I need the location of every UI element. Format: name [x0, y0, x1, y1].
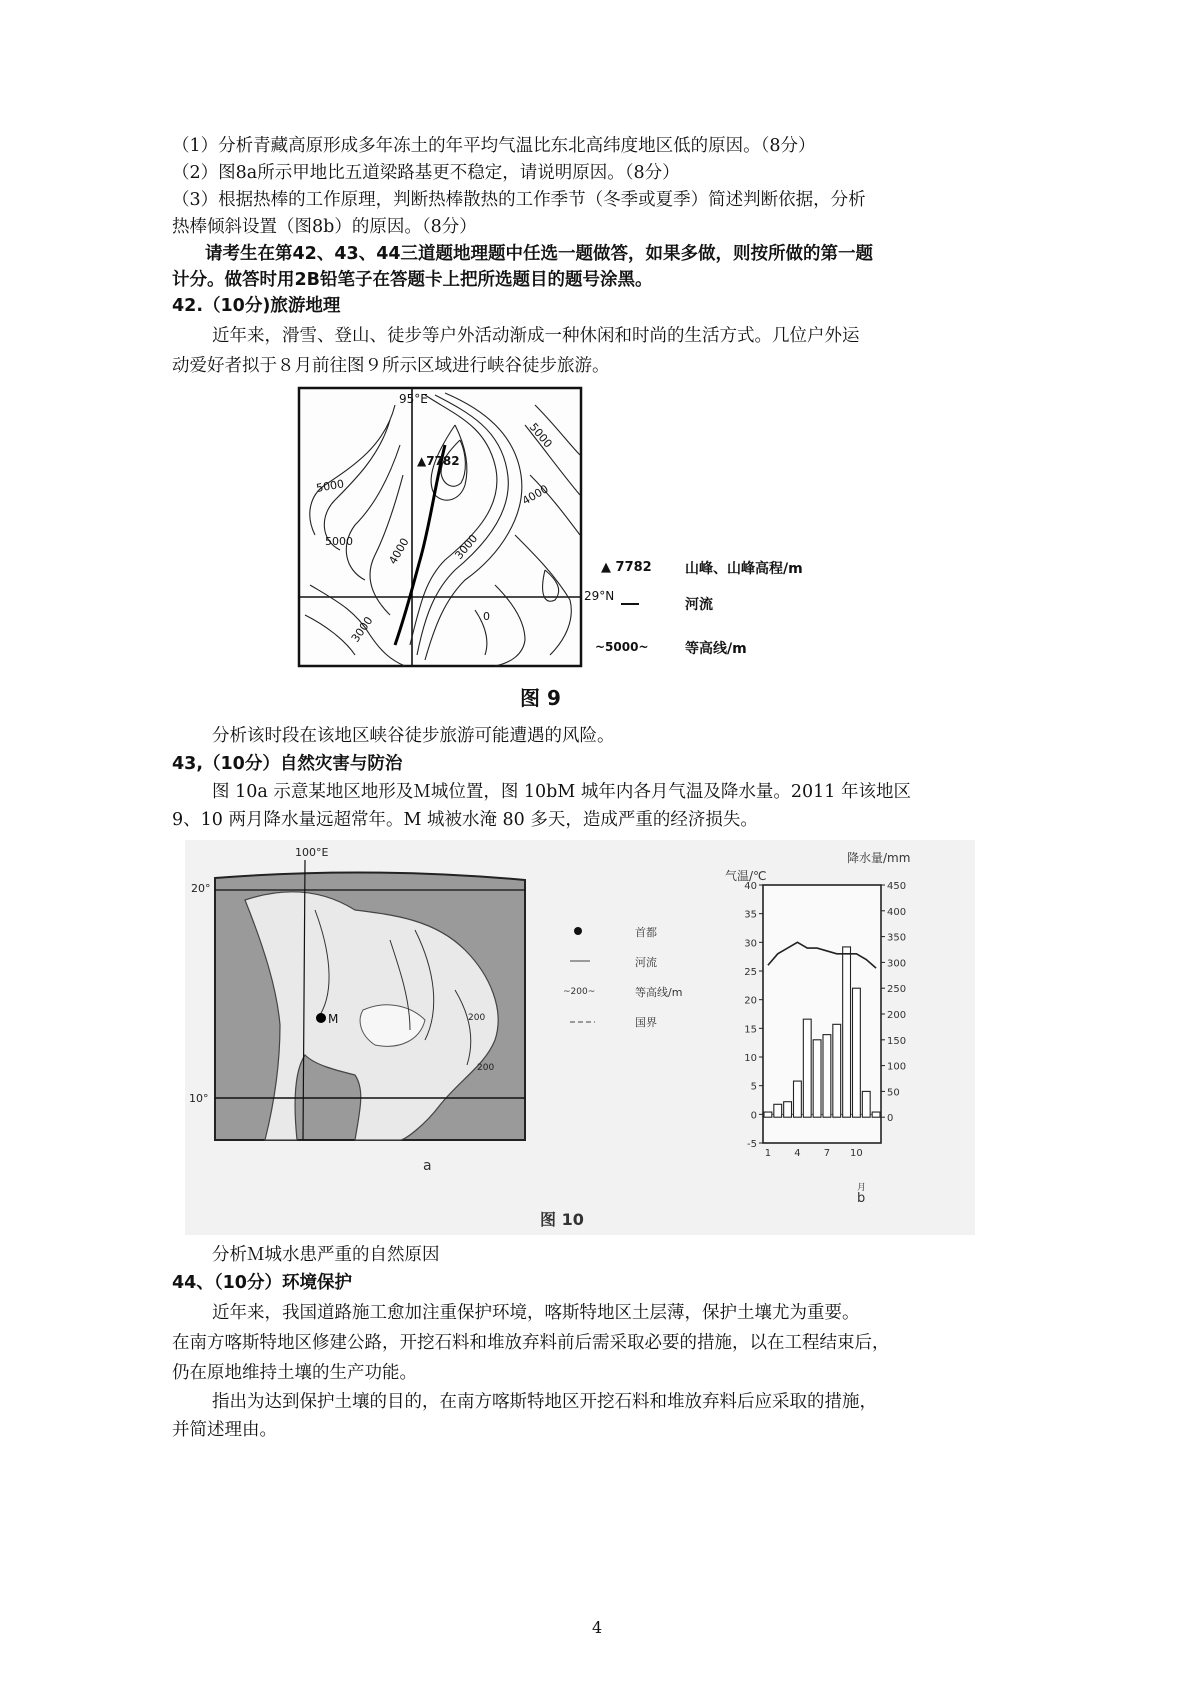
precipitation-bar — [784, 1102, 792, 1117]
fig9-caption: 图 9 — [520, 686, 561, 710]
fig9-lat-label: 29°N — [584, 589, 615, 603]
fig10-lat-bottom-label: 10° — [189, 1092, 209, 1105]
fig9-legend-symbol-contour: ~5000~ — [595, 640, 649, 654]
fig9-contour-label: 3000 — [452, 532, 481, 562]
chart-ytick-right-label: 400 — [887, 906, 907, 918]
fig10-contour-label: 200 — [477, 1063, 495, 1073]
chart-label: b — [857, 1191, 866, 1206]
precipitation-bar — [843, 947, 851, 1117]
chart-ytick-right-label: 100 — [887, 1061, 907, 1073]
chart-ytick-left-label: 15 — [744, 1024, 757, 1036]
chart-ylabel-left: 气温/℃ — [725, 869, 767, 883]
fig9-legend-label-river: 河流 — [685, 597, 713, 613]
fig9-lon-label: 95°E — [399, 392, 428, 406]
precipitation-bar — [823, 1035, 831, 1118]
fig10-legend-label: 首都 — [635, 926, 657, 939]
q44-para-line2: 在南方喀斯特地区修建公路，开挖石料和堆放弃料前后需采取必要的措施，以在工程结束后， — [172, 1333, 890, 1353]
precipitation-bar — [853, 988, 861, 1117]
q42-question: 分析该时段在该地区峡谷徒步旅游可能遭遇的风险。 — [212, 726, 615, 746]
instruction-line2: 计分。做答时用2B铅笔子在答题卡上把所选题目的题号涂黑。 — [172, 270, 653, 290]
q43-question: 分析Ｍ城水患严重的自然原因 — [212, 1245, 440, 1265]
q41-sub2: （2）图8a所示甲地比五道梁路基更不稳定，请说明原因。（8分） — [172, 163, 680, 183]
fig9-legend-symbol-peak: ▲ 7782 — [601, 560, 652, 575]
q44-para-line3: 仍在原地维持土壤的生产功能。 — [172, 1363, 417, 1383]
q44-title: 44、（10分）环境保护 — [172, 1273, 352, 1293]
fig10-map — [189, 846, 525, 1174]
fig10-legend-label: 等高线/m — [635, 986, 683, 999]
chart-ytick-left-label: -5 — [747, 1139, 757, 1150]
fig10-contour-label: 200 — [468, 1013, 486, 1023]
chart-ytick-left-label: 35 — [744, 909, 757, 921]
chart-xtick-label: 1 — [764, 1148, 772, 1159]
precipitation-bar — [813, 1040, 821, 1117]
q42-para-line2: 动爱好者拟于８月前往图９所示区域进行峡谷徒步旅游。 — [172, 356, 610, 376]
chart-ytick-left-label: 25 — [744, 967, 757, 978]
fig9-legend-label-peak: 山峰、山峰高程/m — [685, 561, 803, 577]
fig10-legend-label: 国界 — [635, 1016, 657, 1029]
precipitation-bar — [862, 1091, 870, 1117]
chart-ytick-right-label: 450 — [887, 881, 907, 892]
fig9-contour-label: 4000 — [520, 482, 551, 508]
q41-sub3-line2: 热棒倾斜设置（图8b）的原因。（8分） — [172, 217, 477, 237]
chart-ytick-right-label: 50 — [887, 1087, 900, 1099]
chart-xtick-label: 4 — [794, 1148, 801, 1159]
fig10-city-m-label: M — [328, 1012, 339, 1026]
chart-ytick-right-label: 0 — [887, 1113, 894, 1125]
fig10-lon-label: 100°E — [295, 846, 329, 859]
chart-ytick-right-label: 300 — [887, 958, 907, 970]
precipitation-bar — [794, 1081, 802, 1117]
chart-xtick-label: 10 — [850, 1148, 863, 1159]
chart-ytick-left-label: 5 — [750, 1081, 757, 1093]
precipitation-bar — [774, 1104, 782, 1117]
chart-ytick-left-label: 0 — [750, 1110, 757, 1122]
q42-para-line1: 近年来，滑雪、登山、徒步等户外活动渐成一种休闲和时尚的生活方式。几位户外运 — [212, 326, 860, 346]
q42-title: 42.（10分)旅游地理 — [172, 296, 341, 316]
chart-xunit: 月 — [857, 1183, 867, 1193]
fig9-contour-label: 5000 — [315, 477, 346, 495]
chart-ytick-right-label: 350 — [887, 932, 907, 944]
fig10-city-m-dot — [316, 1013, 326, 1023]
fig9-map-frame — [299, 388, 614, 666]
q44-question-line1: 指出为达到保护土壤的目的，在南方喀斯特地区开挖石料和堆放弃料后应采取的措施， — [212, 1392, 877, 1412]
chart-ytick-left-label: 30 — [744, 938, 757, 950]
fig10-legend-capital-symbol — [574, 927, 582, 935]
precipitation-bar — [764, 1112, 772, 1117]
q43-para-line2: 9、10 两月降水量远超常年。M 城被水淹 80 多天，造成严重的经济损失。 — [172, 810, 758, 830]
fig10-lat-top-label: 20° — [191, 882, 211, 895]
fig9-contour-label: 0 — [483, 610, 490, 623]
fig9-contour-label: 5000 — [325, 535, 353, 548]
q43-title: 43,（10分）自然灾害与防治 — [172, 754, 403, 774]
q43-para-line1: 图 10a 示意某地区地形及Ｍ城位置，图 10bM 城年内各月气温及降水量。2011 年该地区 — [212, 782, 911, 802]
fig9-contour-label: 5000 — [526, 420, 555, 451]
fig9-legend-label-contour: 等高线/m — [685, 641, 747, 657]
chart-ytick-right-label: 150 — [887, 1035, 907, 1047]
chart-ylabel-right: 降水量/mm — [847, 851, 911, 865]
figure-10 — [185, 840, 975, 1235]
chart-xtick-label: 7 — [823, 1148, 831, 1159]
instruction-line1: 请考生在第42、43、44三道题地理题中任选一题做答，如果多做，则按所做的第一题 — [205, 244, 874, 264]
fig9-contour-label: 4000 — [386, 535, 412, 567]
fig10-map-label: a — [423, 1158, 432, 1174]
page-number: 4 — [592, 1618, 603, 1637]
precipitation-bar — [803, 1019, 811, 1117]
figure-9 — [295, 385, 855, 715]
fig9-peak-label: ▲7782 — [417, 454, 460, 468]
chart-ytick-left-label: 10 — [744, 1053, 757, 1064]
fig10-caption: 图 10 — [540, 1210, 584, 1229]
chart-ytick-left-label: 20 — [744, 995, 757, 1007]
q41-sub1: （1）分析青藏高原形成多年冻土的年平均气温比东北高纬度地区低的原因。（8分） — [172, 136, 816, 156]
q41-sub3-line1: （3）根据热棒的工作原理，判断热棒散热的工作季节（冬季或夏季）简述判断依据，分析 — [172, 190, 866, 210]
fig9-contour-label: 3000 — [348, 614, 376, 645]
precipitation-bar — [872, 1112, 880, 1117]
precipitation-bar — [833, 1024, 841, 1117]
fig10-legend-symbol: ~200~ — [563, 987, 596, 997]
chart-ytick-right-label: 200 — [887, 1010, 907, 1021]
fig10-legend-label: 河流 — [635, 956, 657, 969]
q44-para-line1: 近年来，我国道路施工愈加注重保护环境，喀斯特地区土层薄，保护土壤尤为重要。 — [212, 1303, 860, 1323]
chart-ytick-left-label: 40 — [744, 881, 757, 892]
chart-ytick-right-label: 250 — [887, 984, 907, 996]
q44-question-line2: 并简述理由。 — [172, 1420, 277, 1440]
